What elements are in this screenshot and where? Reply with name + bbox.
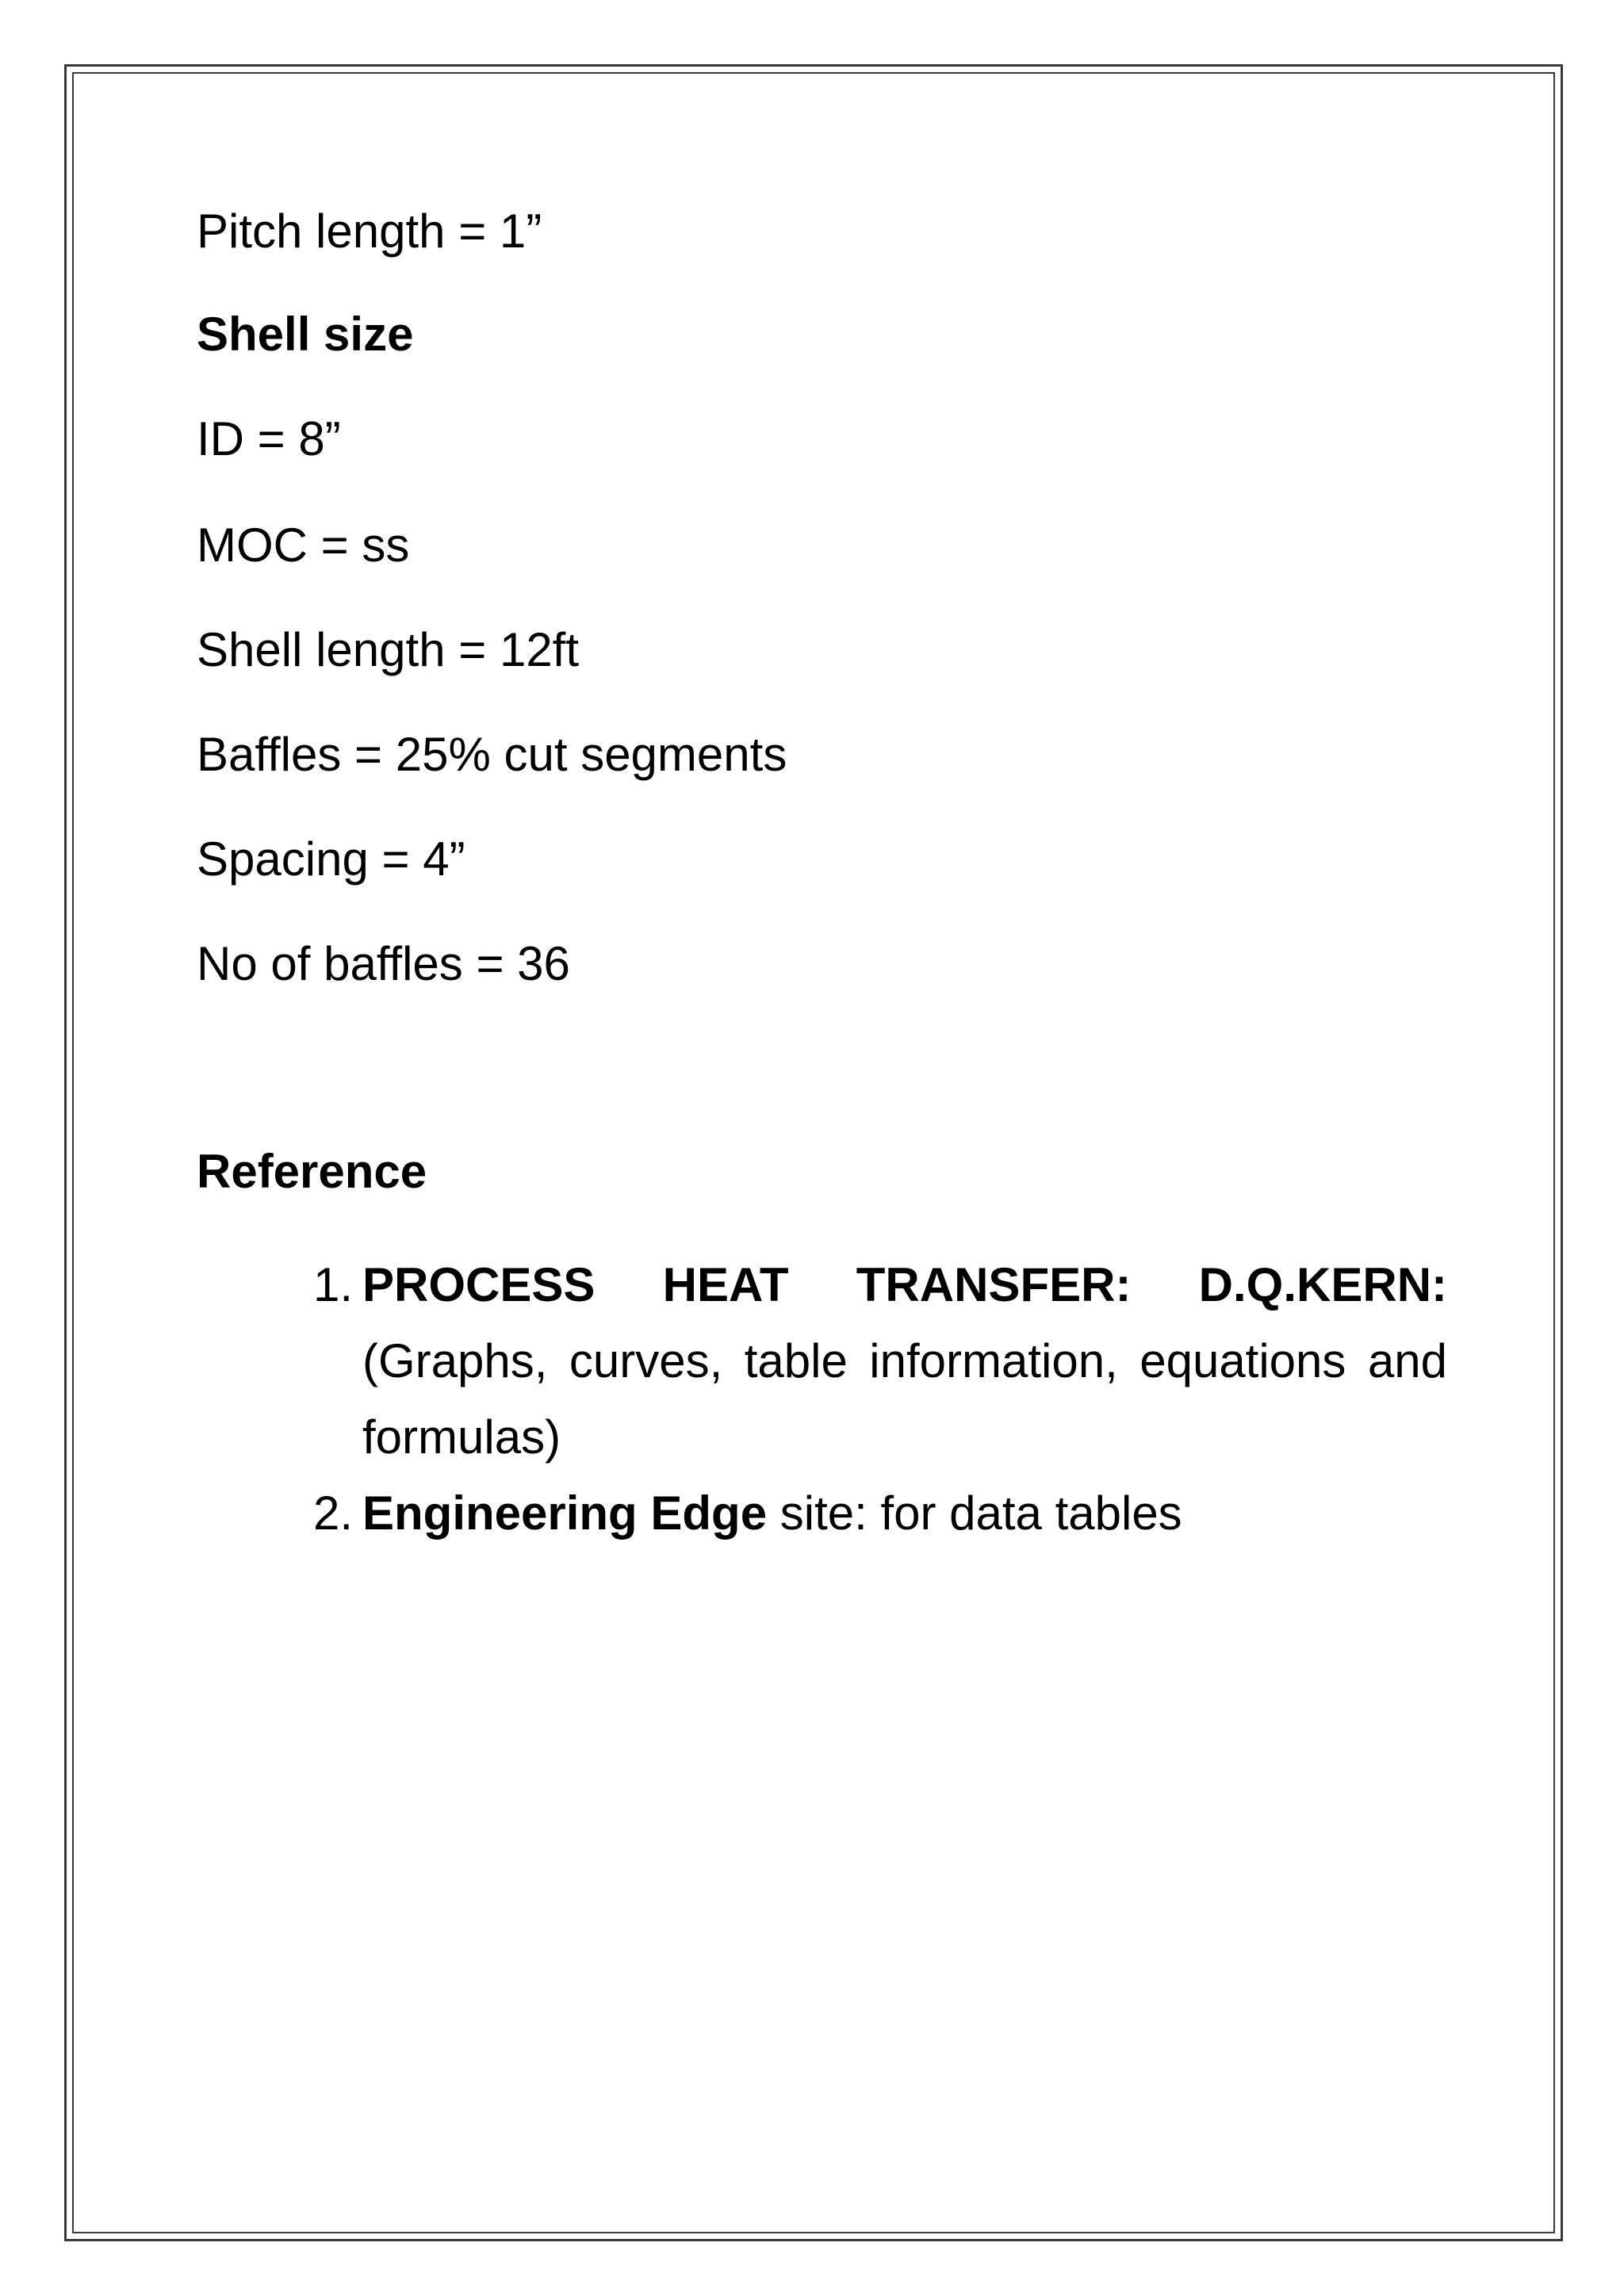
reference-title: Engineering Edge — [362, 1487, 768, 1540]
shell-length-line: Shell length = 12ft — [197, 623, 580, 676]
reference-heading: Reference — [197, 1145, 427, 1198]
reference-number: 1. — [313, 1258, 354, 1311]
baffles-line: Baffles = 25% cut segments — [197, 728, 787, 781]
spacing-line: Spacing = 4” — [197, 832, 465, 886]
pitch-length-line: Pitch length = 1” — [197, 205, 542, 258]
reference-text — [362, 1247, 1447, 1475]
shell-size-heading: Shell size — [197, 308, 414, 361]
reference-text — [362, 1475, 1447, 1552]
reference-description: (Graphs, curves, table information, equations and formulas) — [362, 1334, 1447, 1464]
shell-id-line: ID = 8” — [197, 412, 341, 465]
no-of-baffles-line: No of baffles = 36 — [197, 937, 570, 990]
reference-title: PROCESS HEAT TRANSFER: D.Q.KERN: — [362, 1258, 1447, 1311]
moc-line: MOC = ss — [197, 519, 410, 572]
reference-item — [313, 1475, 1447, 1552]
reference-number: 2. — [313, 1487, 354, 1540]
reference-item — [313, 1247, 1447, 1475]
reference-description: site: for data tables — [767, 1487, 1182, 1540]
reference-list — [313, 1247, 1447, 1552]
